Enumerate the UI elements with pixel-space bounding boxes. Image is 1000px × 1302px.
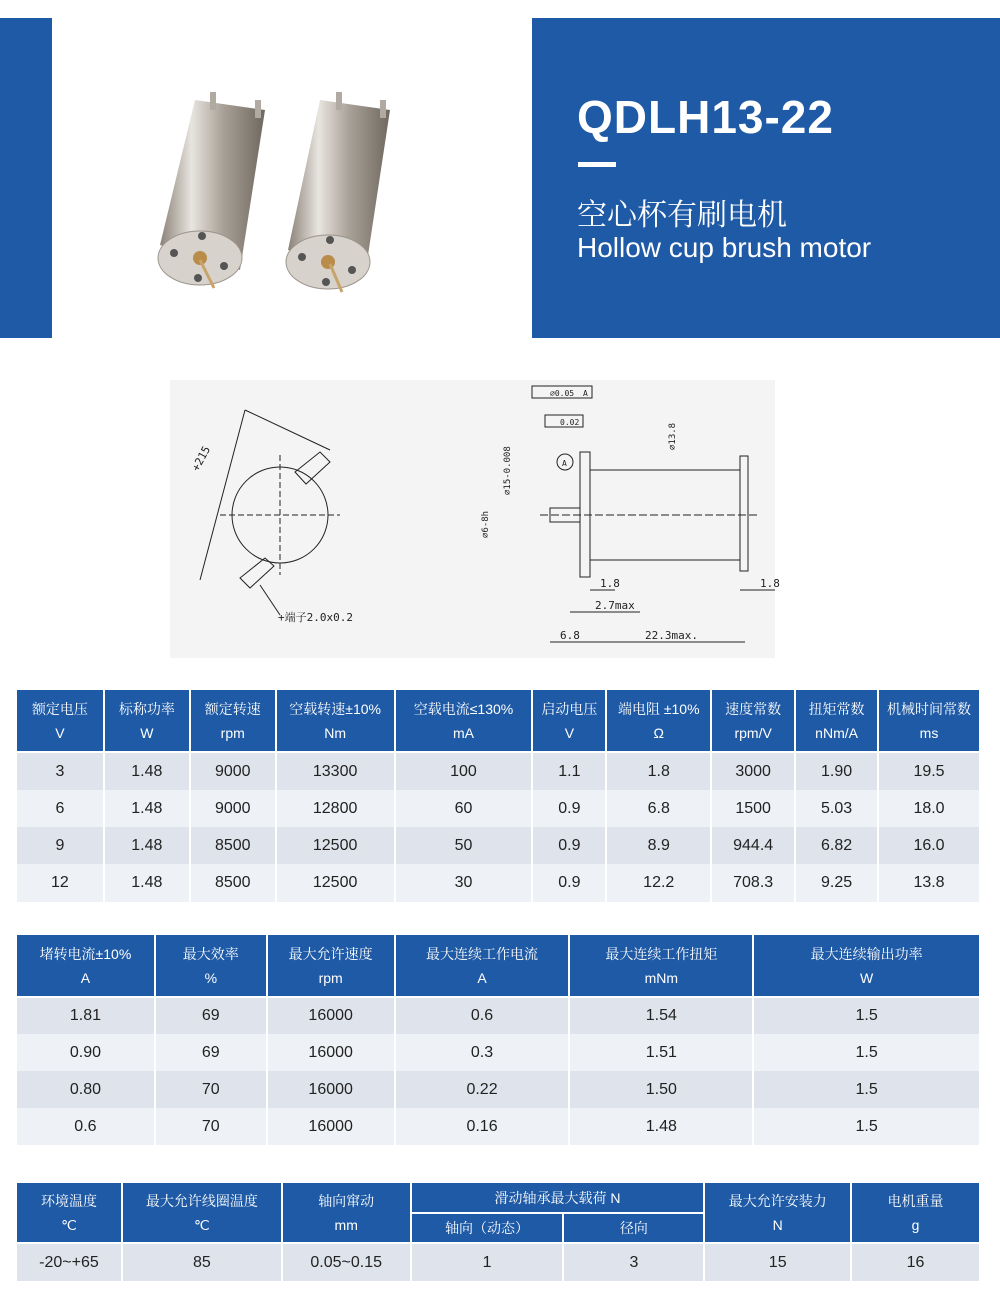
col-mech-time-constant: 机械时间常数 ms xyxy=(878,690,980,752)
table-cell: 30 xyxy=(395,864,533,902)
table-cell: 12500 xyxy=(276,827,395,864)
dim-dia6: ⌀6-8h xyxy=(481,510,491,538)
table-cell: 12500 xyxy=(276,864,395,902)
mechanical-spec-table xyxy=(17,1183,981,1281)
table-cell: 9 xyxy=(17,827,104,864)
table-cell: 15 xyxy=(704,1243,851,1281)
table-cell: 16000 xyxy=(267,1108,395,1145)
table-row xyxy=(17,1071,980,1108)
table-row xyxy=(17,790,980,827)
table-row xyxy=(17,752,980,790)
table-cell: 8500 xyxy=(190,864,276,902)
left-accent-bar xyxy=(0,18,52,338)
product-name-en: Hollow cup brush motor xyxy=(577,232,872,263)
table-cell: 100 xyxy=(395,752,533,790)
col-max-cont-torque: 最大连续工作扭矩 mNm xyxy=(569,935,753,997)
table-cell: 0.3 xyxy=(395,1034,570,1071)
table-cell: 1.51 xyxy=(569,1034,753,1071)
table-cell: 85 xyxy=(122,1243,282,1281)
table-cell: 1.5 xyxy=(753,1034,980,1071)
table-cell: 1.81 xyxy=(17,997,155,1034)
table-cell: 12.2 xyxy=(606,864,711,902)
table-cell: 3000 xyxy=(711,752,795,790)
table-cell: 60 xyxy=(395,790,533,827)
table-row xyxy=(17,1243,980,1281)
table-cell: 8500 xyxy=(190,827,276,864)
table-cell: 6 xyxy=(17,790,104,827)
table-cell: 1.48 xyxy=(104,790,190,827)
table-cell: 1.48 xyxy=(104,752,190,790)
table-cell: 1.5 xyxy=(753,997,980,1034)
datum-a-2: A xyxy=(562,459,567,468)
col-axial-play: 轴向窜动 mm xyxy=(282,1183,411,1243)
col-rated-speed: 额定转速 rpm xyxy=(190,690,276,752)
col-max-efficiency: 最大效率 % xyxy=(155,935,267,997)
product-name-cn: 空心杯有刷电机 xyxy=(577,198,787,233)
col-no-load-speed: 空载转速±10% Nm xyxy=(276,690,395,752)
table-cell: 13300 xyxy=(276,752,395,790)
table-cell: 6.82 xyxy=(795,827,878,864)
table-cell: 0.6 xyxy=(17,1108,155,1145)
table-cell: 12 xyxy=(17,864,104,902)
table-cell: 16.0 xyxy=(878,827,980,864)
dim-6-8: 6.8 xyxy=(560,629,580,642)
dim-dia15: ⌀15-0.008 xyxy=(503,446,513,495)
table-cell: 1.5 xyxy=(753,1108,980,1145)
col-max-cont-current: 最大连续工作电流 A xyxy=(395,935,570,997)
table-cell: 70 xyxy=(155,1108,267,1145)
table-cell: 1.1 xyxy=(532,752,606,790)
dim-22-3max: 22.3max. xyxy=(645,629,698,642)
table-cell: 16000 xyxy=(267,1034,395,1071)
table-cell: 18.0 xyxy=(878,790,980,827)
col-speed-constant: 速度常数 rpm/V xyxy=(711,690,795,752)
table-cell: 708.3 xyxy=(711,864,795,902)
col-nominal-power: 标称功率 W xyxy=(104,690,190,752)
table-cell: 1.5 xyxy=(753,1071,980,1108)
hero-panel xyxy=(532,18,1000,338)
table-cell: 1.48 xyxy=(104,827,190,864)
dim-1-8-right: 1.8 xyxy=(760,577,780,590)
table-cell: 0.90 xyxy=(17,1034,155,1071)
table-cell: 50 xyxy=(395,827,533,864)
table-cell: 0.9 xyxy=(532,790,606,827)
dim-215: +215 xyxy=(189,443,214,474)
col-axial-dynamic: 轴向（动态） xyxy=(411,1213,564,1243)
table-cell: 1 xyxy=(411,1243,564,1281)
table-row xyxy=(17,1034,980,1071)
dim-2-7max: 2.7max xyxy=(595,599,635,612)
table-cell: 16000 xyxy=(267,997,395,1034)
table-cell: 3 xyxy=(563,1243,704,1281)
table-cell: 1.48 xyxy=(569,1108,753,1145)
table-cell: 0.22 xyxy=(395,1071,570,1108)
tol-flatness: ⌀0.05 xyxy=(550,389,575,398)
table-cell: 16000 xyxy=(267,1071,395,1108)
side-view xyxy=(481,386,780,642)
table-cell: 0.6 xyxy=(395,997,570,1034)
table-cell: 69 xyxy=(155,1034,267,1071)
table-cell: 3 xyxy=(17,752,104,790)
motor-left xyxy=(158,92,265,288)
table-cell: 5.03 xyxy=(795,790,878,827)
table-cell: 1.54 xyxy=(569,997,753,1034)
col-ambient-temp: 环境温度 ℃ xyxy=(17,1183,122,1243)
label-terminal: +端子2.0x0.2 xyxy=(278,611,353,624)
table-cell: 1.48 xyxy=(104,864,190,902)
electrical-spec-table xyxy=(17,690,981,902)
datum-a-1: A xyxy=(583,389,588,398)
table-cell: -20~+65 xyxy=(17,1243,122,1281)
col-terminal-resistance: 端电阻 ±10% Ω xyxy=(606,690,711,752)
table-cell: 1500 xyxy=(711,790,795,827)
col-max-mount-force: 最大允许安装力 N xyxy=(704,1183,851,1243)
table-cell: 1.90 xyxy=(795,752,878,790)
col-max-coil-temp: 最大允许线圈温度 ℃ xyxy=(122,1183,282,1243)
col-motor-weight: 电机重量 g xyxy=(851,1183,980,1243)
table-row xyxy=(17,827,980,864)
col-no-load-current: 空载电流≤130% mA xyxy=(395,690,533,752)
table-cell: 16 xyxy=(851,1243,980,1281)
table-cell: 9.25 xyxy=(795,864,878,902)
table-cell: 8.9 xyxy=(606,827,711,864)
table-header-row xyxy=(17,690,980,752)
table-cell: 0.16 xyxy=(395,1108,570,1145)
product-photo xyxy=(140,70,440,300)
col-starting-voltage: 启动电压 V xyxy=(532,690,606,752)
table-header-row xyxy=(17,1183,980,1213)
table-header-row xyxy=(17,935,980,997)
table-cell: 69 xyxy=(155,997,267,1034)
table-cell: 12800 xyxy=(276,790,395,827)
table-cell: 0.9 xyxy=(532,864,606,902)
front-view xyxy=(189,410,353,624)
col-stall-current: 堵转电流±10% A xyxy=(17,935,155,997)
table-cell: 19.5 xyxy=(878,752,980,790)
col-rated-voltage: 额定电压 V xyxy=(17,690,104,752)
motor-right xyxy=(286,92,390,292)
table-cell: 70 xyxy=(155,1071,267,1108)
table-cell: 1.50 xyxy=(569,1071,753,1108)
performance-spec-table xyxy=(17,935,981,1145)
table-cell: 6.8 xyxy=(606,790,711,827)
table-cell: 944.4 xyxy=(711,827,795,864)
table-cell: 0.9 xyxy=(532,827,606,864)
col-max-cont-power: 最大连续输出功率 W xyxy=(753,935,980,997)
technical-drawing xyxy=(170,380,780,658)
table-row xyxy=(17,1108,980,1145)
col-radial: 径向 xyxy=(563,1213,704,1243)
table-row xyxy=(17,864,980,902)
title-divider xyxy=(578,162,616,167)
table-cell: 9000 xyxy=(190,790,276,827)
tol-runout: 0.02 xyxy=(560,418,580,427)
table-cell: 0.05~0.15 xyxy=(282,1243,411,1281)
col-torque-constant: 扭矩常数 nNm/A xyxy=(795,690,878,752)
table-row xyxy=(17,997,980,1034)
table-cell: 1.8 xyxy=(606,752,711,790)
col-max-speed: 最大允许速度 rpm xyxy=(267,935,395,997)
table-cell: 0.80 xyxy=(17,1071,155,1108)
table-cell: 9000 xyxy=(190,752,276,790)
model-title: QDLH13-22 xyxy=(577,91,834,143)
col-bearing-max-load: 滑动轴承最大载荷 N xyxy=(411,1183,705,1213)
table-cell: 13.8 xyxy=(878,864,980,902)
dim-1-8-left: 1.8 xyxy=(600,577,620,590)
dim-dia13-8: ⌀13.8 xyxy=(668,422,678,450)
